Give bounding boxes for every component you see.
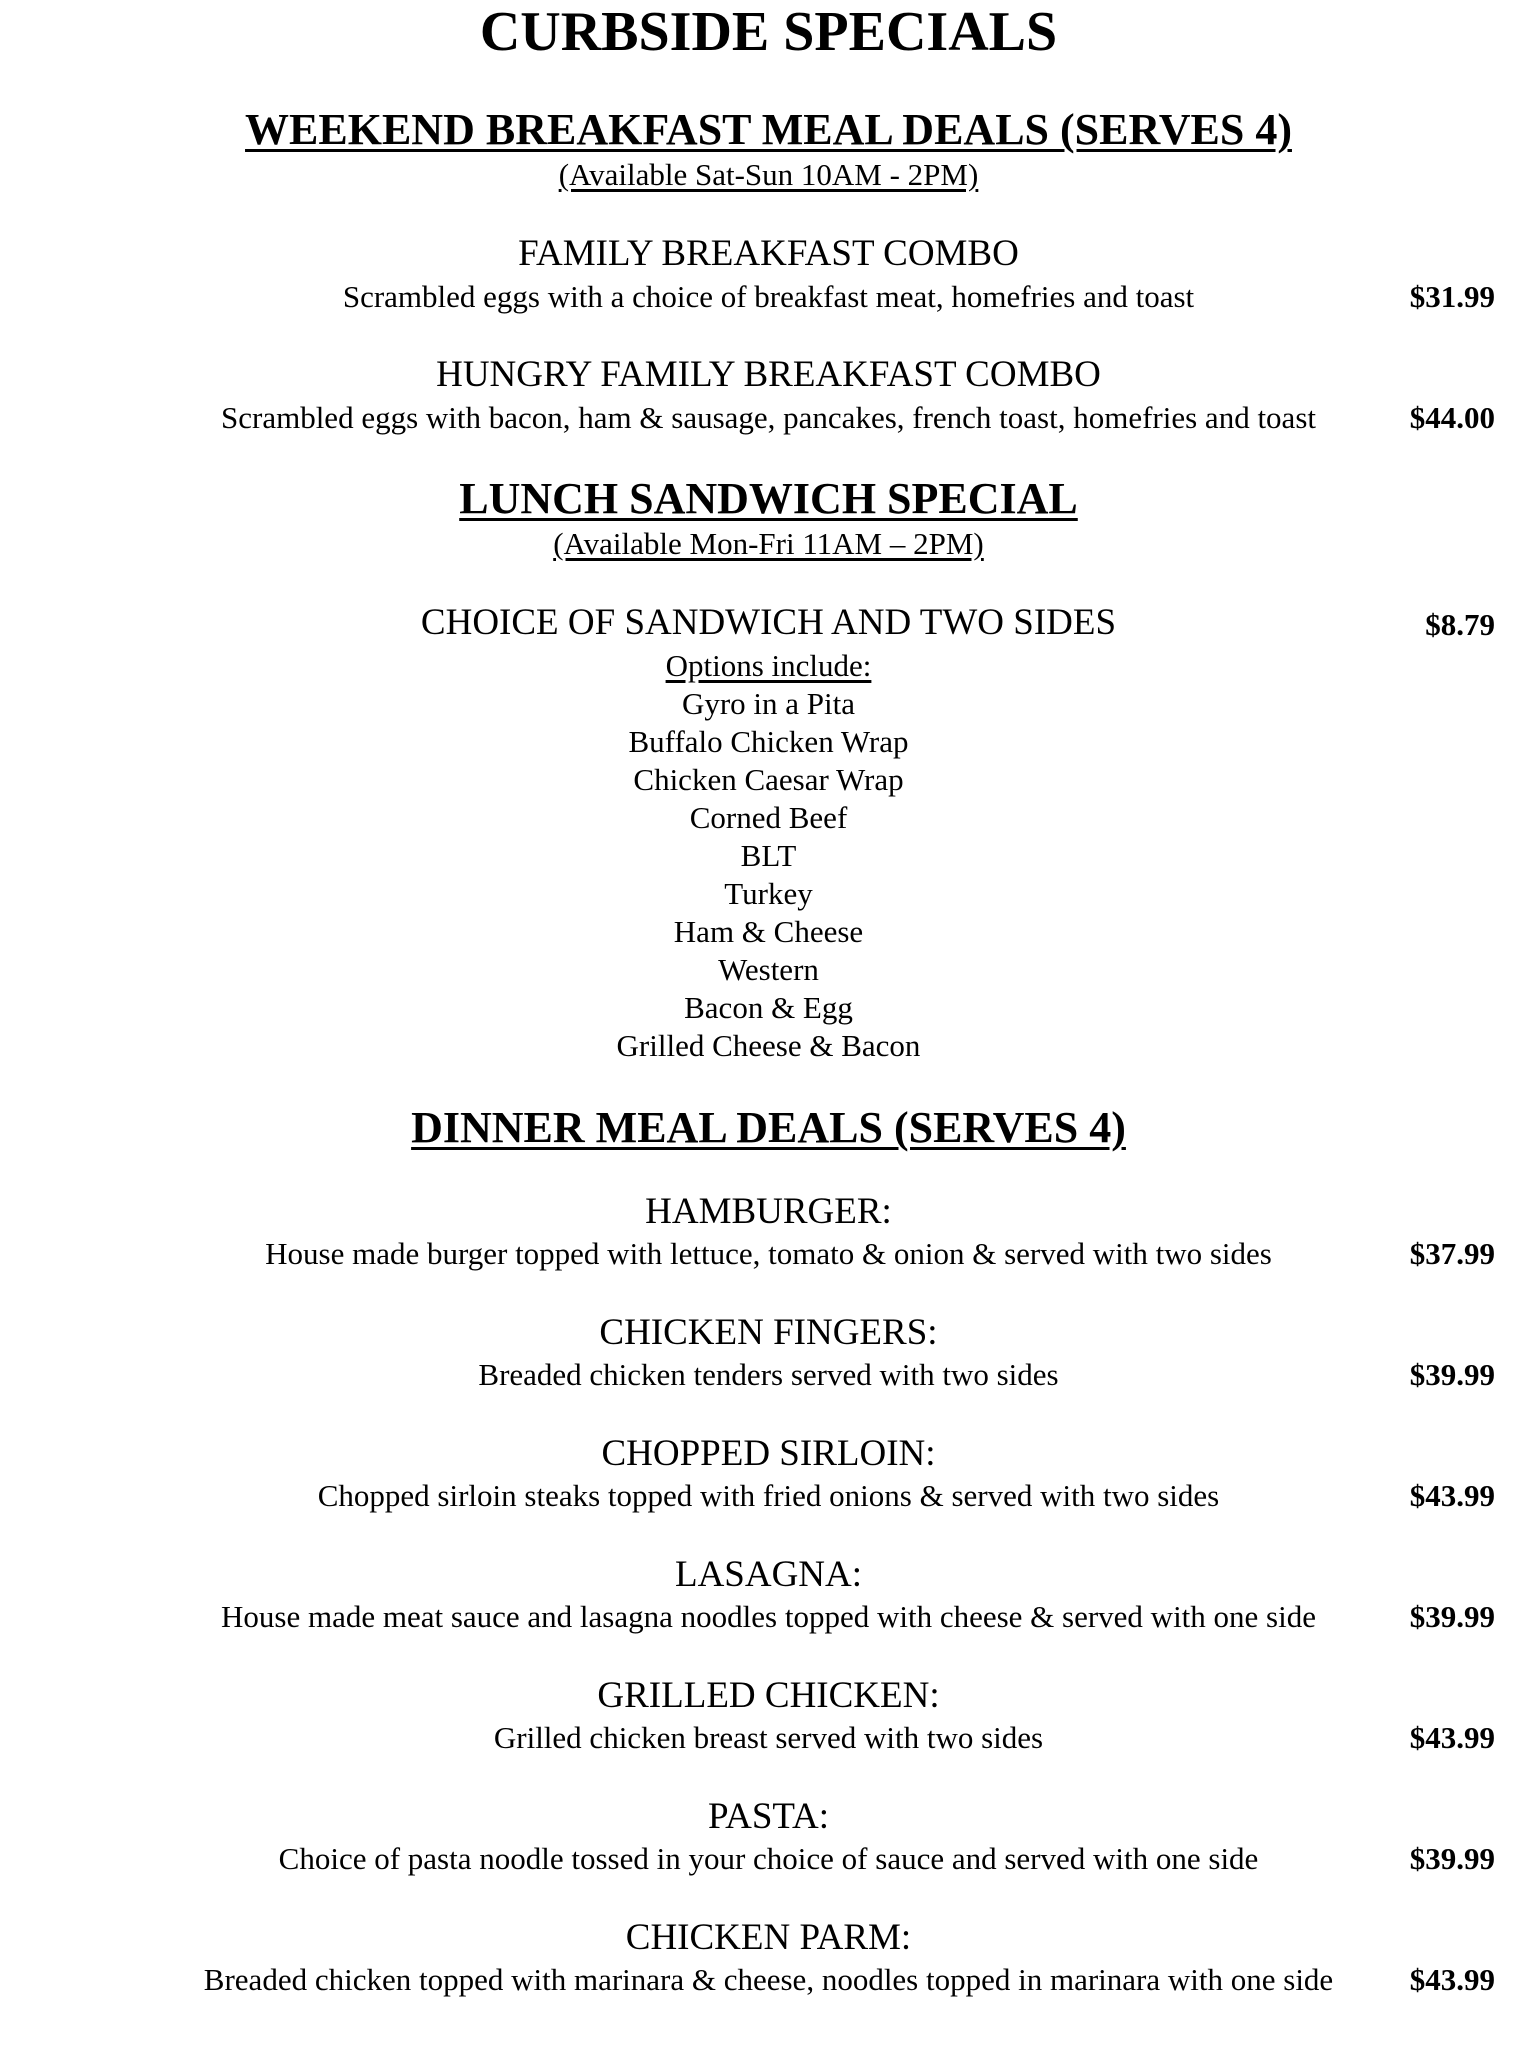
breakfast-item-price: $44.00 [1409,400,1495,435]
breakfast-item-description: Scrambled eggs with bacon, ham & sausage, pancakes, french toast, homefries and toast [221,400,1316,435]
dinner-heading: DINNER MEAL DEALS (SERVES 4) [411,1103,1126,1152]
lunch-item-price: $8.79 [1425,607,1495,642]
dinner-item-name: CHOPPED SIRLOIN: [601,1433,936,1474]
dinner-item-price: $37.99 [1409,1236,1495,1271]
option-item: Bacon & Egg [684,990,853,1025]
dinner-item-description: Breaded chicken topped with marinara & cheese, noodles topped in marinara with one side [203,1962,1334,1997]
option-item: BLT [740,838,797,873]
option-item: Gyro in a Pita [681,686,856,721]
dinner-item-price: $43.99 [1409,1962,1495,1997]
dinner-item-name: CHICKEN FINGERS: [599,1312,938,1353]
dinner-item-price: $39.99 [1409,1841,1495,1876]
option-item: Buffalo Chicken Wrap [628,724,909,759]
lunch-heading: LUNCH SANDWICH SPECIAL [459,474,1078,523]
dinner-item-name: GRILLED CHICKEN: [597,1675,940,1716]
lunch-availability: (Available Mon-Fri 11AM – 2PM) [553,526,984,561]
dinner-item-description: House made meat sauce and lasagna noodles topped with cheese & served with one side [221,1599,1316,1634]
option-item: Ham & Cheese [673,914,864,949]
dinner-item-description: Choice of pasta noodle tossed in your choice of sauce and served with one side [278,1841,1259,1876]
options-label: Options include: [665,648,872,683]
option-item: Corned Beef [689,800,848,835]
dinner-item-description: Grilled chicken breast served with two sides [493,1720,1044,1755]
breakfast-availability: (Available Sat-Sun 10AM - 2PM) [558,157,979,192]
dinner-item-name: HAMBURGER: [645,1191,892,1232]
breakfast-item-price: $31.99 [1409,279,1495,314]
dinner-item-name: LASAGNA: [674,1554,863,1595]
breakfast-item-description: Scrambled eggs with a choice of breakfast meat, homefries and toast [342,279,1195,314]
option-item: Chicken Caesar Wrap [633,762,904,797]
dinner-item-name: CHICKEN PARM: [625,1917,912,1958]
option-item: Turkey [724,876,813,911]
dinner-item-description: House made burger topped with lettuce, tomato & onion & served with two sides [265,1236,1272,1271]
dinner-item-description: Chopped sirloin steaks topped with fried onions & served with two sides [317,1478,1220,1513]
page-title: CURBSIDE SPECIALS [479,1,1058,63]
dinner-item-price: $43.99 [1409,1478,1495,1513]
option-item: Western [718,952,819,987]
dinner-item-price: $39.99 [1409,1357,1495,1392]
breakfast-heading: WEEKEND BREAKFAST MEAL DEALS (SERVES 4) [245,105,1292,154]
lunch-item-name: CHOICE OF SANDWICH AND TWO SIDES [420,602,1117,643]
dinner-item-description: Breaded chicken tenders served with two sides [478,1357,1059,1392]
breakfast-item-name: HUNGRY FAMILY BREAKFAST COMBO [436,354,1101,395]
option-item: Grilled Cheese & Bacon [616,1028,921,1063]
dinner-item-price: $43.99 [1409,1720,1495,1755]
dinner-item-name: PASTA: [707,1796,830,1837]
breakfast-item-name: FAMILY BREAKFAST COMBO [518,233,1019,274]
dinner-item-price: $39.99 [1409,1599,1495,1634]
